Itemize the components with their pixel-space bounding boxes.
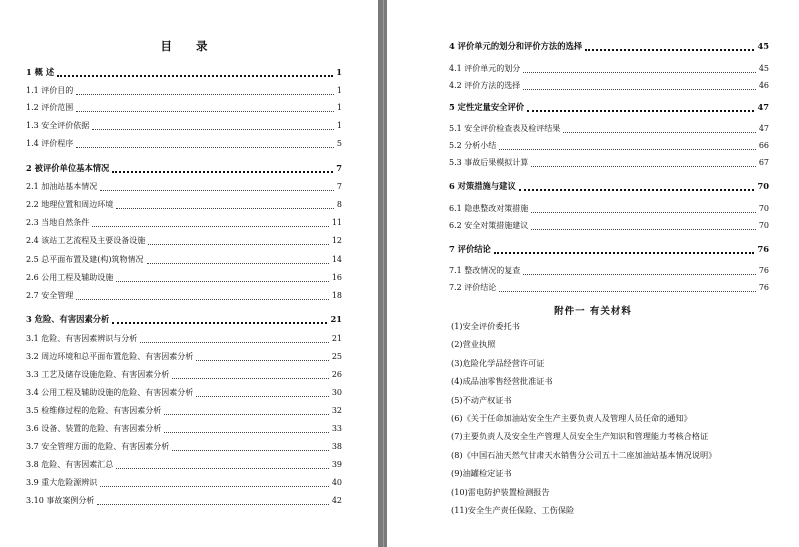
toc-page-number: 47 — [757, 102, 769, 112]
toc-dot-leader — [563, 125, 756, 133]
toc-section-row[interactable] — [26, 478, 342, 488]
toc-entry-label: 5 定性定量安全评价 — [449, 102, 525, 112]
toc-section-row[interactable] — [26, 200, 342, 210]
toc-dot-leader — [112, 315, 327, 324]
attachment-item: (10)雷电防护装置检测报告 — [451, 486, 550, 497]
toc-entry-label: 2.5 总平面布置及建(构)筑物情况 — [26, 255, 144, 264]
toc-dot-leader — [531, 222, 756, 230]
toc-entry-label: 2.2 地理位置和周边环境 — [26, 200, 114, 209]
toc-page-number: 45 — [757, 41, 769, 51]
toc-page-number: 1 — [336, 121, 342, 130]
toc-section-row[interactable] — [26, 352, 342, 362]
toc-section-row[interactable] — [26, 291, 342, 301]
toc-entry-label: 1.1 评价目的 — [26, 86, 74, 95]
toc-page-number: 18 — [331, 291, 342, 300]
document-page-left — [0, 0, 378, 547]
toc-page-number: 5 — [336, 139, 342, 148]
toc-page-number: 21 — [331, 334, 342, 343]
toc-entry-label: 5.2 分析小结 — [449, 141, 497, 150]
toc-entry-label: 3.5 检维修过程的危险、有害因素分析 — [26, 406, 162, 415]
toc-section-row[interactable] — [26, 442, 342, 452]
toc-entry-label: 7 评价结论 — [449, 244, 491, 254]
toc-page-number: 1 — [336, 103, 342, 112]
toc-entry-label: 7.2 评价结论 — [449, 283, 497, 292]
toc-dot-leader — [57, 68, 333, 77]
toc-dot-leader — [116, 274, 329, 282]
toc-entry-label: 4 评价单元的划分和评价方法的选择 — [449, 41, 583, 51]
toc-chapter-row[interactable] — [449, 41, 769, 51]
toc-entry-label: 3.6 设备、装置的危险、有害因素分析 — [26, 424, 162, 433]
toc-dot-leader — [527, 103, 754, 112]
toc-entry-label: 3.4 公用工程及辅助设施的危险、有害因素分析 — [26, 388, 194, 397]
toc-page-number: 70 — [758, 221, 769, 230]
toc-section-row[interactable] — [449, 64, 769, 74]
toc-dot-leader — [499, 142, 756, 150]
toc-section-row[interactable] — [449, 204, 769, 214]
toc-dot-leader — [523, 65, 756, 73]
toc-page-number: 7 — [336, 182, 342, 191]
toc-dot-leader — [100, 183, 334, 191]
toc-dot-leader — [112, 164, 333, 173]
toc-page-number: 70 — [757, 181, 769, 191]
toc-page-number: 1 — [336, 86, 342, 95]
toc-dot-leader — [519, 182, 755, 191]
toc-section-row[interactable] — [26, 424, 342, 434]
toc-page-number: 70 — [758, 204, 769, 213]
toc-section-row[interactable] — [449, 283, 769, 293]
toc-section-row[interactable] — [449, 124, 769, 134]
toc-entry-label: 3.9 重大危险源辨识 — [26, 478, 98, 487]
toc-dot-leader — [499, 284, 756, 292]
toc-chapter-row[interactable] — [449, 102, 769, 112]
toc-entry-label: 2.1 加油站基本情况 — [26, 182, 98, 191]
toc-section-row[interactable] — [449, 266, 769, 276]
toc-page-number: 21 — [330, 314, 342, 324]
toc-entry-label: 2 被评价单位基本情况 — [26, 163, 110, 173]
toc-section-row[interactable] — [26, 236, 342, 246]
toc-page-number: 16 — [331, 273, 342, 282]
toc-dot-leader — [100, 479, 329, 487]
attachment-item: (9)油罐检定证书 — [451, 468, 512, 479]
toc-entry-label: 2.7 安全管理 — [26, 291, 74, 300]
toc-entry-label: 5.1 安全评价检查表及检评结果 — [449, 124, 561, 133]
toc-page-number: 8 — [336, 200, 342, 209]
toc-section-row[interactable] — [26, 86, 342, 96]
toc-entry-label: 2.6 公用工程及辅助设施 — [26, 273, 114, 282]
appendix-title: 附件一 有关材料 — [554, 306, 632, 317]
toc-dot-leader — [97, 497, 328, 505]
toc-title: 目 录 — [160, 39, 218, 53]
toc-page-number: 40 — [331, 478, 342, 487]
toc-page-number: 46 — [758, 81, 769, 90]
toc-page-number: 32 — [331, 406, 342, 415]
toc-page-number: 26 — [331, 370, 342, 379]
toc-section-row[interactable] — [26, 406, 342, 416]
toc-entry-label: 7.1 整改情况的复查 — [449, 266, 521, 275]
toc-entry-label: 3.8 危险、有害因素汇总 — [26, 460, 114, 469]
toc-page-number: 30 — [331, 388, 342, 397]
toc-section-row[interactable] — [449, 221, 769, 231]
toc-page-number: 67 — [758, 158, 769, 167]
toc-page-number: 1 — [336, 67, 342, 77]
toc-entry-label: 5.3 事故后果模拟计算 — [449, 158, 529, 167]
toc-section-row[interactable] — [26, 255, 342, 265]
toc-dot-leader — [172, 371, 329, 379]
toc-entry-label: 3.10 事故案例分析 — [26, 496, 95, 505]
toc-section-row[interactable] — [449, 141, 769, 151]
toc-page-number: 11 — [331, 218, 342, 227]
toc-page-number: 14 — [331, 255, 342, 264]
toc-chapter-row[interactable] — [26, 67, 342, 77]
toc-page-number: 7 — [336, 163, 342, 173]
toc-section-row[interactable] — [449, 158, 769, 168]
toc-section-row[interactable] — [26, 103, 342, 113]
toc-entry-label: 4.2 评价方法的选择 — [449, 81, 521, 90]
toc-page-number: 38 — [331, 442, 342, 451]
toc-chapter-row[interactable] — [449, 244, 769, 254]
toc-page-number: 42 — [331, 496, 342, 505]
toc-page-number: 47 — [758, 124, 769, 133]
toc-dot-leader — [116, 201, 334, 209]
toc-entry-label: 1.3 安全评价依据 — [26, 121, 90, 130]
toc-chapter-row[interactable] — [26, 163, 342, 173]
toc-section-row[interactable] — [26, 370, 342, 380]
toc-dot-leader — [148, 237, 329, 245]
toc-dot-leader — [140, 335, 329, 343]
toc-dot-leader — [76, 292, 329, 300]
attachment-item: (4)成品油零售经营批准证书 — [451, 376, 553, 387]
toc-page-number: 25 — [331, 352, 342, 361]
toc-chapter-row[interactable] — [449, 181, 769, 191]
toc-dot-leader — [92, 122, 334, 130]
attachment-item: (5)不动产权证书 — [451, 394, 512, 405]
page-divider — [383, 0, 384, 547]
toc-dot-leader — [196, 389, 329, 397]
toc-dot-leader — [164, 407, 329, 415]
toc-page-number: 33 — [331, 424, 342, 433]
toc-entry-label: 3.2 周边环境和总平面布置危险、有害因素分析 — [26, 352, 194, 361]
toc-dot-leader — [76, 140, 334, 148]
toc-entry-label: 3.7 安全管理方面的危险、有害因素分析 — [26, 442, 170, 451]
toc-section-row[interactable] — [26, 388, 342, 398]
toc-section-row[interactable] — [26, 182, 342, 192]
toc-entry-label: 6 对策措施与建议 — [449, 181, 516, 191]
toc-entry-label: 2.4 该站工艺流程及主要设备设施 — [26, 236, 146, 245]
toc-page-number: 39 — [331, 460, 342, 469]
toc-dot-leader — [76, 87, 334, 95]
toc-section-row[interactable] — [26, 121, 342, 131]
document-page-right — [387, 0, 799, 547]
toc-section-row[interactable] — [449, 81, 769, 91]
toc-entry-label: 3.1 危险、有害因素辨识与分析 — [26, 334, 138, 343]
attachment-item: (3)危险化学品经营许可证 — [451, 357, 545, 368]
toc-entry-label: 6.2 安全对策措施建议 — [449, 221, 529, 230]
toc-page-number: 12 — [331, 236, 342, 245]
toc-entry-label: 1.4 评价程序 — [26, 139, 74, 148]
toc-entry-label: 1.2 评价范围 — [26, 103, 74, 112]
toc-entry-label: 1 概 述 — [26, 67, 55, 77]
toc-dot-leader — [172, 443, 329, 451]
toc-dot-leader — [196, 353, 329, 361]
toc-entry-label: 3 危险、有害因素分析 — [26, 314, 110, 324]
attachment-item: (2)营业执照 — [451, 339, 496, 350]
attachment-item: (7)主要负责人及安全生产管理人员安全生产知识和管理能力考核合格证 — [451, 431, 709, 442]
toc-page-number: 76 — [757, 244, 769, 254]
toc-entry-label: 4.1 评价单元的划分 — [449, 64, 521, 73]
toc-dot-leader — [531, 159, 756, 167]
toc-dot-leader — [585, 42, 754, 51]
toc-dot-leader — [494, 245, 755, 254]
toc-page-number: 76 — [758, 266, 769, 275]
toc-section-row[interactable] — [26, 273, 342, 283]
toc-section-row[interactable] — [26, 218, 342, 228]
toc-page-number: 45 — [758, 64, 769, 73]
toc-dot-leader — [76, 104, 334, 112]
toc-dot-leader — [523, 267, 756, 275]
toc-section-row[interactable] — [26, 139, 342, 149]
attachment-item: (11)安全生产责任保险、工伤保险 — [451, 505, 575, 515]
toc-dot-leader — [531, 205, 756, 213]
toc-section-row[interactable] — [26, 334, 342, 344]
toc-entry-label: 3.3 工艺及储存设施危险、有害因素分析 — [26, 370, 170, 379]
toc-page-number: 66 — [758, 141, 769, 150]
toc-entry-label: 6.1 隐患整改对策措施 — [449, 204, 529, 213]
toc-dot-leader — [523, 82, 756, 90]
toc-chapter-row[interactable] — [26, 314, 342, 324]
toc-entry-label: 2.3 当地自然条件 — [26, 218, 90, 227]
attachment-item: (1)安全评价委托书 — [451, 321, 520, 331]
toc-dot-leader — [116, 461, 329, 469]
attachment-item: (6)《关于任命加油站安全生产主要负责人及管理人员任命的通知》 — [451, 413, 692, 423]
toc-section-row[interactable] — [26, 496, 342, 506]
toc-dot-leader — [92, 219, 329, 227]
toc-dot-leader — [147, 256, 329, 264]
attachment-item: (8)《中国石油天然气甘肃天水销售分公司五十二座加油站基本情况说明》 — [451, 449, 717, 460]
toc-dot-leader — [164, 425, 329, 433]
toc-page-number: 76 — [758, 283, 769, 292]
toc-section-row[interactable] — [26, 460, 342, 470]
